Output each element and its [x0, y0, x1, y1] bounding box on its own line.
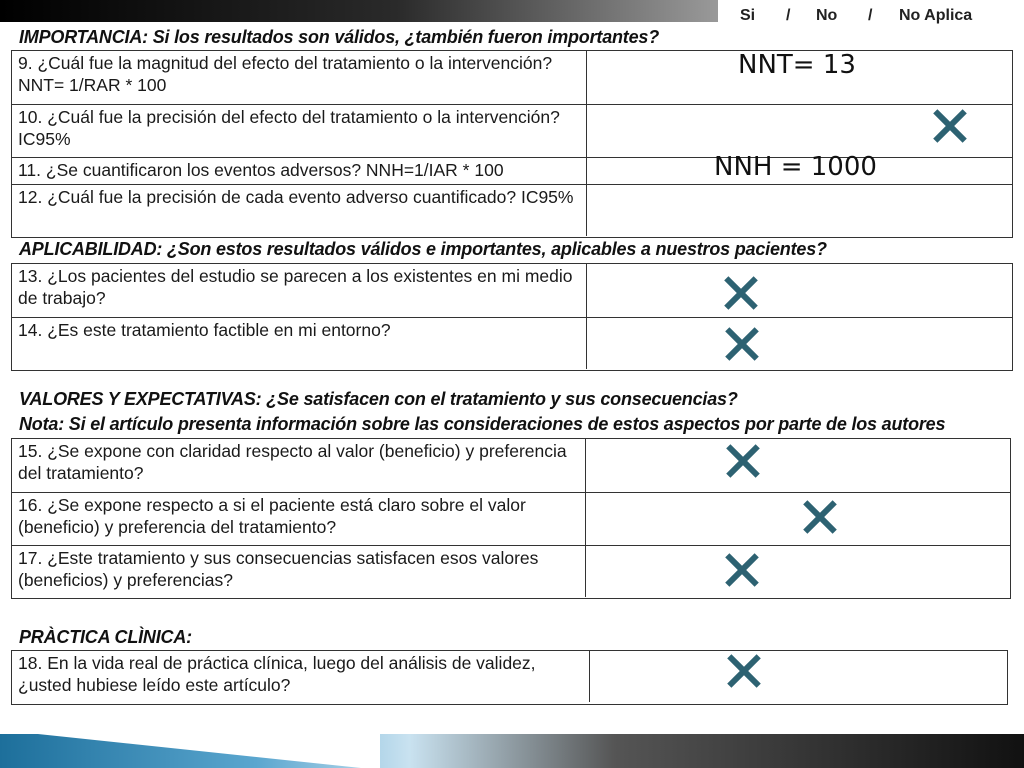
x-mark-icon [722, 440, 764, 482]
x-mark-icon [721, 549, 763, 591]
table-row [12, 651, 1007, 702]
question-16: 16. ¿Se expone respecto a si el paciente está claro sobre el valor (beneficio) y preferencia del tratamiento? [12, 493, 586, 546]
answer-nnt-text: NNT= 13 [738, 50, 856, 80]
table-row [12, 264, 1012, 317]
section-note-valores: Nota: Si el artículo presenta información sobre las consideraciones de estos aspectos por parte de los autores [19, 414, 946, 434]
aplicabilidad-table [11, 263, 1013, 371]
answer-cell [586, 546, 1010, 597]
separator: / [786, 7, 791, 24]
importancia-table [11, 50, 1013, 238]
question-9: 9. ¿Cuál fue la magnitud del efecto del tratamiento o la intervención? NNT= 1/RAR * 100 [12, 51, 587, 104]
question-11: 11. ¿Se cuantificaron los eventos adversos? NNH=1/IAR * 100 [12, 158, 587, 185]
question-10: 10. ¿Cuál fue la precisión del efecto del tratamiento o la intervención? IC95% [12, 105, 587, 158]
valores-table [11, 438, 1011, 599]
section-title-valores: VALORES Y EXPECTATIVAS: ¿Se satisfacen con el tratamiento y sus consecuencias? [19, 389, 738, 409]
question-14: 14. ¿Es este tratamiento factible en mi entorno? [12, 318, 587, 369]
option-si-label: Si [740, 7, 756, 24]
question-15: 15. ¿Se expone con claridad respecto al valor (beneficio) y preferencia del tratamiento? [12, 439, 586, 492]
answer-cell [590, 651, 1007, 702]
table-row [12, 492, 1010, 546]
table-row [12, 317, 1012, 369]
answer-cell [587, 318, 1012, 369]
x-mark-icon [721, 323, 763, 365]
answer-cell [587, 185, 1012, 236]
option-no-aplica-label: No Aplica [899, 7, 973, 24]
practica-table [11, 650, 1008, 705]
top-decorative-bar [0, 0, 720, 22]
answer-cell [586, 493, 1010, 546]
option-no-label: No [816, 7, 838, 24]
section-title-aplicabilidad: APLICABILIDAD: ¿Son estos resultados válidos e importantes, aplicables a nuestros pacientes? [19, 239, 827, 259]
table-row [12, 104, 1012, 158]
table-row [12, 545, 1010, 597]
x-mark-icon [720, 272, 762, 314]
answer-options-header [718, 0, 1024, 28]
question-17: 17. ¿Este tratamiento y sus consecuencias satisfacen esos valores (beneficios) y preferencias? [12, 546, 586, 597]
table-row [12, 184, 1012, 236]
answer-cell [586, 439, 1010, 492]
question-13: 13. ¿Los pacientes del estudio se parecen a los existentes en mi medio de trabajo? [12, 264, 587, 317]
x-mark-icon [723, 650, 765, 692]
question-12: 12. ¿Cuál fue la precisión de cada evento adverso cuantificado? IC95% [12, 185, 587, 236]
x-mark-icon [799, 496, 841, 538]
answer-cell [587, 264, 1012, 317]
table-row [12, 51, 1012, 104]
x-mark-icon [929, 105, 971, 147]
section-title-practica: PRÀCTICA CLÌNICA: [19, 627, 192, 647]
section-title-importancia: IMPORTANCIA: Si los resultados son válidos, ¿también fueron importantes? [19, 27, 660, 47]
table-row [12, 439, 1010, 492]
question-18: 18. En la vida real de práctica clínica, luego del análisis de validez, ¿usted hubiese leído este artículo? [12, 651, 590, 702]
answer-nnh-text: NNH = 1000 [714, 152, 877, 182]
separator: / [868, 7, 873, 24]
